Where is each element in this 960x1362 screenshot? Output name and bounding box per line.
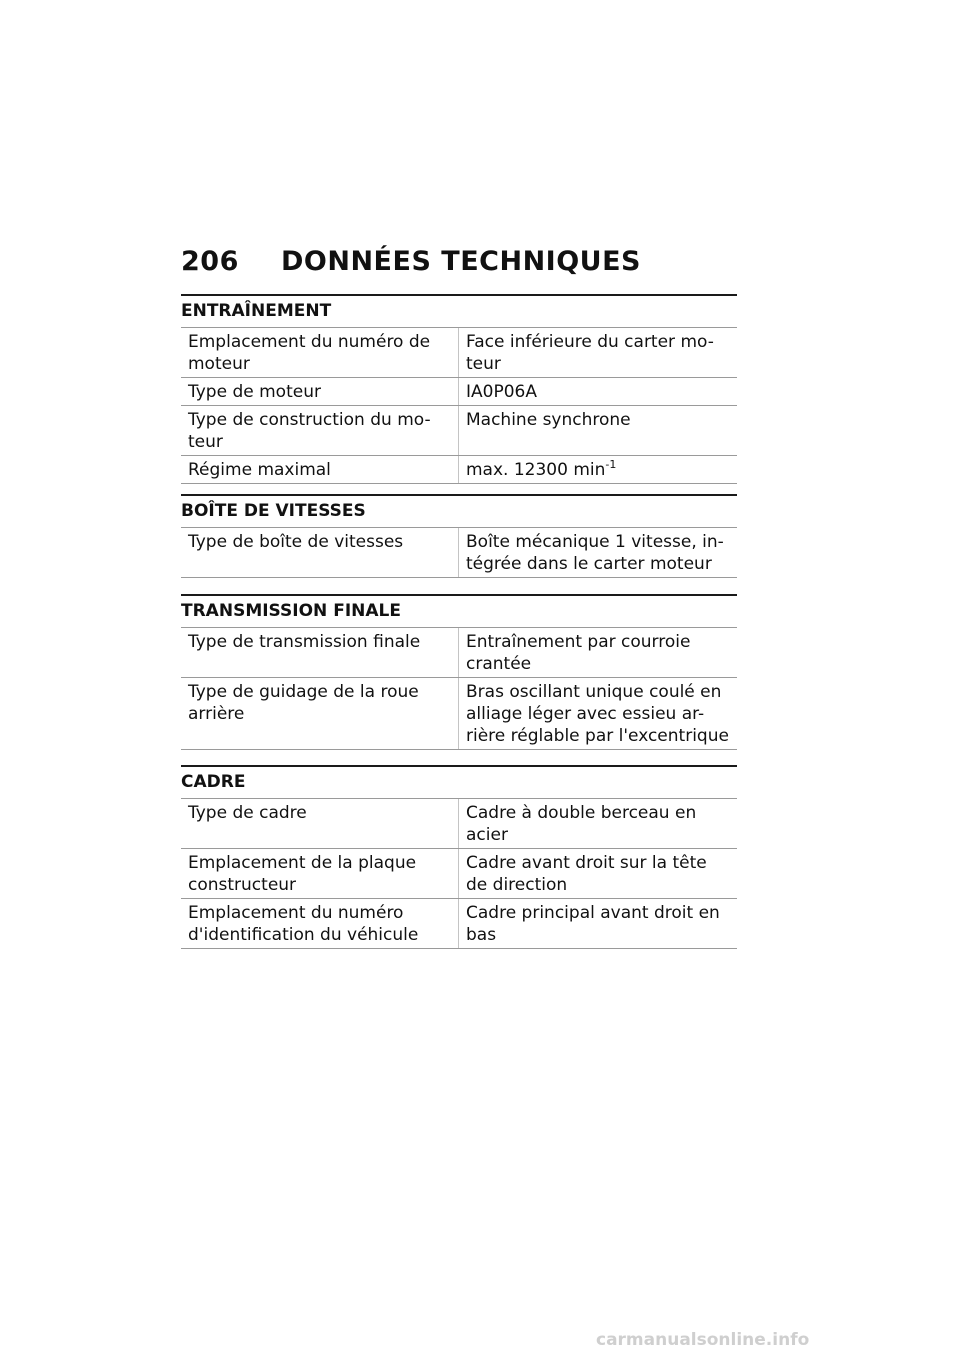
page-number: 206 xyxy=(181,246,239,277)
section-title: BOÎTE DE VITESSES xyxy=(181,494,737,528)
page-title: DONNÉES TECHNIQUES xyxy=(281,246,641,277)
spec-value: Machine synchrone xyxy=(459,406,738,456)
section-transmission-finale xyxy=(181,594,737,750)
table-row xyxy=(181,678,737,750)
spec-key: Emplacement du numéro d'identification du véhicule xyxy=(181,899,459,949)
spec-table xyxy=(181,328,737,484)
spec-value xyxy=(459,456,738,484)
table-row xyxy=(181,378,737,406)
spec-table xyxy=(181,628,737,750)
spec-table xyxy=(181,528,737,578)
spec-table xyxy=(181,799,737,949)
section-boite-de-vitesses xyxy=(181,494,737,578)
spec-value: Face inférieure du carter mo-teur xyxy=(459,328,738,378)
spec-key: Type de guidage de la roue arrière xyxy=(181,678,459,750)
section-cadre xyxy=(181,765,737,949)
spec-value: Cadre avant droit sur la tête de direction xyxy=(459,849,738,899)
spec-value-exponent: -1 xyxy=(605,458,617,471)
spec-key: Type de cadre xyxy=(181,799,459,849)
section-title: CADRE xyxy=(181,765,737,799)
spec-value: Boîte mécanique 1 vitesse, in-tégrée dans le carter moteur xyxy=(459,528,738,578)
spec-key: Emplacement du numéro de moteur xyxy=(181,328,459,378)
section-title: TRANSMISSION FINALE xyxy=(181,594,737,628)
spec-key: Type de moteur xyxy=(181,378,459,406)
watermark: carmanualsonline.info xyxy=(596,1330,810,1350)
page-heading xyxy=(181,244,641,280)
table-row xyxy=(181,628,737,678)
table-row xyxy=(181,799,737,849)
section-title: ENTRAÎNEMENT xyxy=(181,294,737,328)
spec-key: Type de transmission finale xyxy=(181,628,459,678)
table-row xyxy=(181,328,737,378)
table-row xyxy=(181,406,737,456)
spec-value: Cadre à double berceau en acier xyxy=(459,799,738,849)
spec-value: Cadre principal avant droit en bas xyxy=(459,899,738,949)
spec-key: Emplacement de la plaque constructeur xyxy=(181,849,459,899)
spec-key: Régime maximal xyxy=(181,456,459,484)
spec-key: Type de construction du mo-teur xyxy=(181,406,459,456)
spec-value: Entraînement par courroie crantée xyxy=(459,628,738,678)
table-row xyxy=(181,528,737,578)
section-entrainement xyxy=(181,294,737,484)
table-row xyxy=(181,899,737,949)
table-row xyxy=(181,849,737,899)
spec-value: IA0P06A xyxy=(459,378,738,406)
spec-key: Type de boîte de vitesses xyxy=(181,528,459,578)
spec-value: Bras oscillant unique coulé en alliage léger avec essieu ar-rière réglable par l'excentrique xyxy=(459,678,738,750)
spec-value-text: max. 12300 min xyxy=(466,460,606,480)
table-row xyxy=(181,456,737,484)
